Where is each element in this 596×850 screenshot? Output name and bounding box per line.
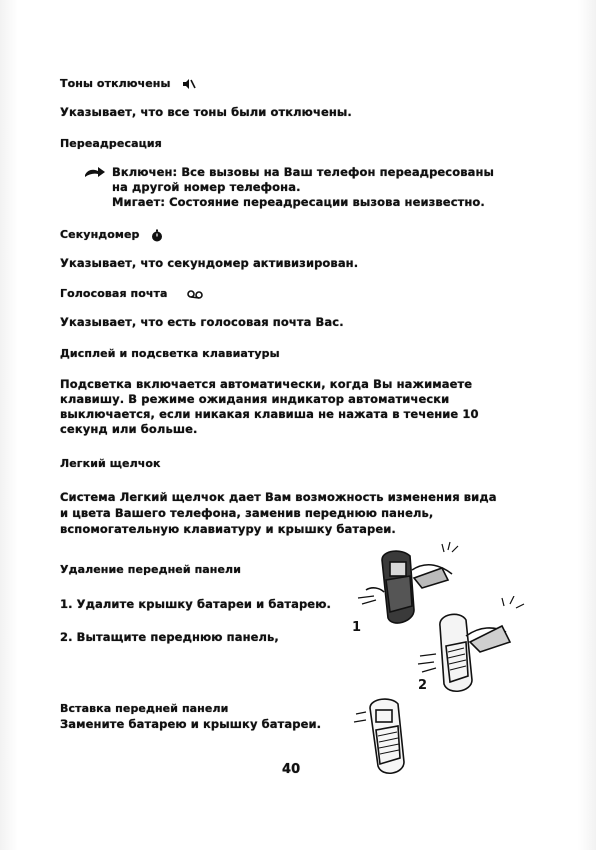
stopwatch-text: Указывает, что секундомер активизирован. <box>60 256 359 270</box>
tones-off-heading <box>60 76 196 91</box>
stopwatch-icon <box>151 229 163 242</box>
forwarding-line-2: на другой номер телефона. <box>112 180 301 194</box>
snap-on-line-1: Система Легкий щелчок дает Вам возможность изменения вида <box>60 490 497 504</box>
forwarding-line-1: Включен: Все вызовы на Ваш телефон переадресованы <box>112 165 494 179</box>
removal-heading: Удаление передней панели <box>60 563 242 576</box>
snap-on-heading: Легкий щелчок <box>60 457 161 470</box>
page-number: 40 <box>282 762 301 777</box>
removal-step-2: 2. Вытащите переднюю панель, <box>60 630 279 644</box>
backlight-line-3: выключается, если никакая клавиша не нажата в течение 10 <box>60 407 479 421</box>
insert-text: Замените батарею и крышку батареи. <box>60 717 322 731</box>
removal-step-1: 1. Удалите крышку батареи и батарею. <box>60 597 331 611</box>
figure-label-2: 2 <box>418 678 428 693</box>
tones-off-heading-text: Тоны отключены <box>60 77 171 90</box>
backlight-line-2: клавишу. В режиме ожидания индикатор автоматически <box>60 392 450 406</box>
stopwatch-heading <box>60 227 163 242</box>
forwarding-line-3: Мигает: Состояние переадресации вызова неизвестно. <box>112 195 485 209</box>
voicemail-heading-text: Голосовая почта <box>60 287 168 300</box>
forwarding-heading: Переадресация <box>60 137 162 150</box>
voicemail-heading <box>60 286 195 301</box>
voicemail-text: Указывает, что есть голосовая почта Вас. <box>60 315 344 329</box>
stopwatch-heading-text: Секундомер <box>60 228 140 241</box>
phone-illustration-3 <box>352 694 424 778</box>
snap-on-line-2: и цвета Вашего телефона, заменив переднюю панель, <box>60 506 434 520</box>
backlight-heading: Дисплей и подсветка клавиатуры <box>60 347 280 360</box>
backlight-line-4: секунд или больше. <box>60 422 198 436</box>
voicemail-icon <box>187 288 203 300</box>
tones-off-text: Указывает, что все тоны были отключены. <box>60 105 352 119</box>
tones-off-icon <box>182 78 196 90</box>
forward-arrow-icon <box>84 166 106 180</box>
insert-heading: Вставка передней панели <box>60 702 229 715</box>
figure-label-1: 1 <box>352 620 362 635</box>
backlight-line-1: Подсветка включается автоматически, когда Вы нажимаете <box>60 377 473 391</box>
snap-on-line-3: вспомогательную клавиатуру и крышку батареи. <box>60 522 396 536</box>
phone-illustration-2 <box>410 596 530 700</box>
